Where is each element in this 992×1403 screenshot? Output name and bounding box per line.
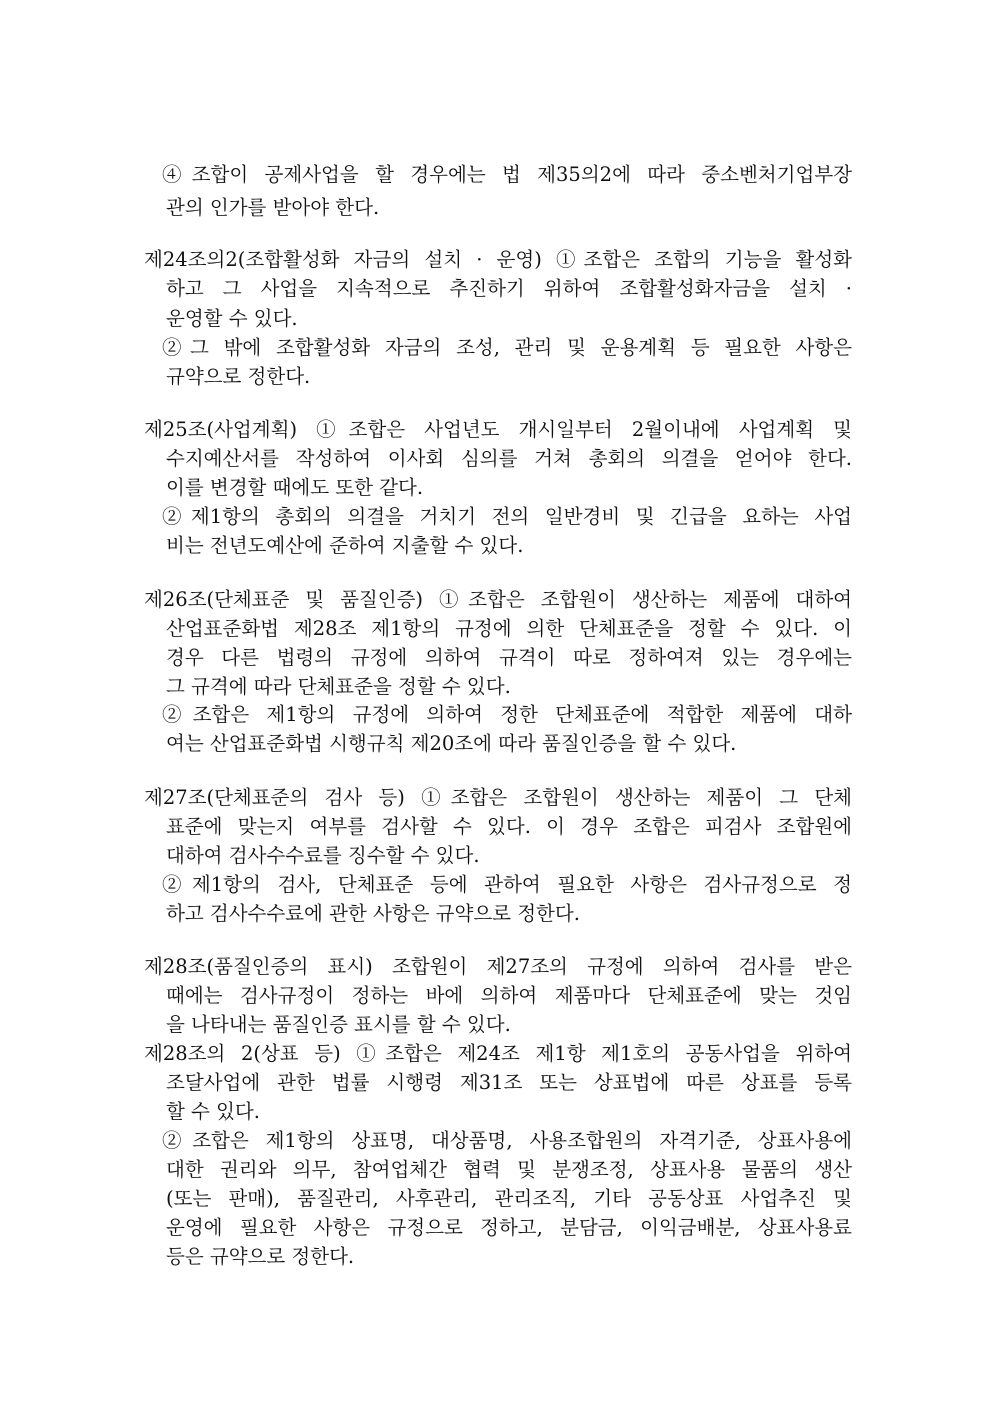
text-line: 대하여 검사수수료를 징수할 수 있다. <box>166 844 480 867</box>
text-line: 을 나타내는 품질인증 표시를 할 수 있다. <box>166 1013 511 1036</box>
text-line: ②그 밖에 조합활성화 자금의 조성, 관리 및 운용계획 등 필요한 사항은 <box>162 336 852 359</box>
text-line: 수지예산서를 작성하여 이사회 심의를 거쳐 총회의 의결을 얻어야 한다. <box>166 447 852 470</box>
text-line: 규약으로 정한다. <box>166 365 311 388</box>
text-line: 운영할 수 있다. <box>166 307 298 330</box>
text-line: ④조합이 공제사업을 할 경우에는 법 제35의2에 따라 중소벤처기업부장 <box>162 163 852 186</box>
text-line: 하고 그 사업을 지속적으로 추진하기 위하여 조합활성화자금을 설치 · <box>166 277 852 300</box>
text-line: ②조합은 제1항의 상표명, 대상품명, 사용조합원의 자격기준, 상표사용에 <box>162 1129 852 1152</box>
text-line: 그 규격에 따라 단체표준을 정할 수 있다. <box>166 675 511 698</box>
text-line: 등은 규약으로 정한다. <box>166 1245 355 1268</box>
text-line: 운영에 필요한 사항은 규정으로 정하고, 분담금, 이익금배분, 상표사용료 <box>166 1216 852 1239</box>
text-line: 경우 다른 법령의 규정에 의하여 규격이 따로 정하여져 있는 경우에는 <box>166 646 852 669</box>
text-line: 여는 산업표준화법 시행규칙 제20조에 따라 품질인증을 할 수 있다. <box>166 732 737 755</box>
text-line: (또는 판매), 품질관리, 사후관리, 관리조직, 기타 공동상표 사업추진 및 <box>166 1187 852 1210</box>
text-line: 표준에 맞는지 여부를 검사할 수 있다. 이 경우 조합은 피검사 조합원에 <box>166 815 852 838</box>
text-line: 하고 검사수수료에 관한 사항은 규약으로 정한다. <box>166 902 580 925</box>
text-line: 할 수 있다. <box>166 1100 260 1123</box>
text-line: ②조합은 제1항의 규정에 의하여 정한 단체표준에 적합한 제품에 대하 <box>162 703 852 726</box>
article-heading-line: 제25조(사업계획) ①조합은 사업년도 개시일부터 2월이내에 사업계획 및 <box>144 418 852 441</box>
article-heading-line: 제28조의 2(상표 등) ①조합은 제24조 제1항 제1호의 공동사업을 위하여 <box>144 1042 852 1065</box>
text-line: 조달사업에 관한 법률 시행령 제31조 또는 상표법에 따른 상표를 등록 <box>166 1071 852 1094</box>
text-line: 산업표준화법 제28조 제1항의 규정에 의한 단체표준을 정할 수 있다. 이 <box>166 617 852 640</box>
article-heading-line: 제26조(단체표준 및 품질인증) ①조합은 조합원이 생산하는 제품에 대하여 <box>144 588 852 611</box>
text-line: 대한 권리와 의무, 참여업체간 협력 및 분쟁조정, 상표사용 물품의 생산 <box>166 1158 852 1181</box>
text-line: 이를 변경할 때에도 또한 같다. <box>166 476 424 499</box>
article-heading-line: 제27조(단체표준의 검사 등) ①조합은 조합원이 생산하는 제품이 그 단체 <box>144 786 852 809</box>
text-line: 비는 전년도예산에 준하여 지출할 수 있다. <box>166 534 524 557</box>
article-heading-line: 제28조(품질인증의 표시) 조합원이 제27조의 규정에 의하여 검사를 받은 <box>144 955 852 978</box>
text-line: 때에는 검사규정이 정하는 바에 의하여 제품마다 단체표준에 맞는 것임 <box>166 984 852 1007</box>
text-line: 관의 인가를 받아야 한다. <box>166 196 380 219</box>
article-heading-line: 제24조의2(조합활성화 자금의 설치 · 운영) ①조합은 조합의 기능을 활성화 <box>144 248 852 271</box>
text-line: ②제1항의 총회의 의결을 거치기 전의 일반경비 및 긴급을 요하는 사업 <box>162 505 852 528</box>
text-line: ②제1항의 검사, 단체표준 등에 관하여 필요한 사항은 검사규정으로 정 <box>162 873 852 896</box>
